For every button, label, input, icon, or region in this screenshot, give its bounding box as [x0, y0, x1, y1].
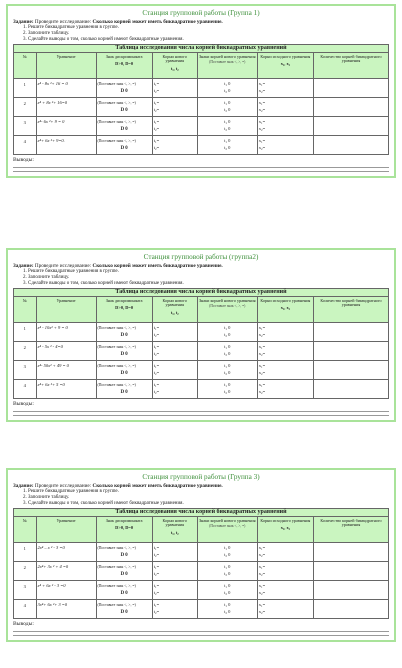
new-roots-cell[interactable]: t₁= t₂=	[152, 561, 197, 580]
table-caption: Таблица исследования числа корней биквадратных уравнений	[14, 288, 389, 296]
row-number: 3	[14, 116, 37, 135]
row-number: 4	[14, 135, 37, 154]
task-text: Задание: Проведите исследование: Сколько корней может иметь биквадратное уравнение.	[13, 19, 223, 25]
discriminant-cell[interactable]: (Поставьте знак <, >, =) D 0	[96, 561, 152, 580]
new-roots-sign-cell[interactable]: t₁ 0 t₂ 0	[197, 379, 257, 398]
header-original-roots: Корни исходного уравнения x₁, x₂	[257, 516, 313, 542]
table-row	[14, 341, 389, 360]
research-table	[13, 508, 389, 619]
row-number: 4	[14, 379, 37, 398]
discriminant-cell[interactable]: (Поставьте знак <, >, =) D 0	[96, 322, 152, 341]
table-row	[14, 116, 389, 135]
table-row	[14, 97, 389, 116]
original-roots-cell[interactable]: x₁= x₂=	[257, 542, 313, 561]
original-roots-cell[interactable]: x₁= x₂=	[257, 561, 313, 580]
row-number: 1	[14, 542, 37, 561]
discriminant-cell[interactable]: (Поставьте знак <, >, =) D 0	[96, 78, 152, 97]
header-new-signs: Знаки корней нового уравнения (Поставьте знак <, >, =)	[197, 516, 257, 542]
original-roots-cell[interactable]: x₁= x₂=	[257, 116, 313, 135]
step-item: 2. Заполните таблицу.	[23, 495, 70, 500]
root-count-cell[interactable]	[314, 78, 389, 97]
new-roots-cell[interactable]: t₁= t₂=	[152, 542, 197, 561]
root-count-cell[interactable]	[314, 97, 389, 116]
header-equation: Уравнение	[36, 296, 96, 322]
original-roots-cell[interactable]: x₁= x₂=	[257, 341, 313, 360]
original-roots-cell[interactable]: x₁= x₂=	[257, 135, 313, 154]
equation-cell: x⁴ - 5x ² - 4=0	[36, 341, 96, 360]
original-roots-cell[interactable]: x₁= x₂=	[257, 78, 313, 97]
root-count-cell[interactable]	[314, 379, 389, 398]
root-count-cell[interactable]	[314, 116, 389, 135]
root-count-cell[interactable]	[314, 599, 389, 618]
conclusion-label: Выводы:	[13, 156, 34, 163]
answer-line[interactable]	[13, 412, 389, 416]
table-row	[14, 78, 389, 97]
table-row	[14, 599, 389, 618]
row-number: 2	[14, 341, 37, 360]
step-item: 1. Решите биквадратные уравнения в группе.	[23, 25, 119, 31]
header-new-signs: Знаки корней нового уравнения (Поставьте знак <, >, =)	[197, 296, 257, 322]
new-roots-cell[interactable]: t₁= t₂=	[152, 322, 197, 341]
table-header	[14, 516, 389, 542]
step-item: 3. Сделайте выводы о том, сколько корней имеют биквадратные уравнения.	[23, 36, 184, 42]
new-roots-sign-cell[interactable]: t₁ 0 t₂ 0	[197, 580, 257, 599]
task-steps	[13, 25, 389, 42]
row-number: 3	[14, 580, 37, 599]
original-roots-cell[interactable]: x₁= x₂=	[257, 322, 313, 341]
header-new-roots: Корни нового уравнения t₁, t₂	[152, 52, 197, 78]
row-number: 3	[14, 360, 37, 379]
new-roots-sign-cell[interactable]: t₁ 0 t₂ 0	[197, 97, 257, 116]
table-caption: Таблица исследования числа корней биквадратных уравнений	[14, 508, 389, 516]
equation-cell: 2x⁴ – x ² - 3 =0	[36, 542, 96, 561]
task-text: Задание: Проведите исследование: Сколько корней может иметь биквадратное уравнение.	[13, 263, 223, 269]
discriminant-cell[interactable]: (Поставьте знак <, >, =) D 0	[96, 341, 152, 360]
task-text: Задание: Проведите исследование: Сколько корней может иметь биквадратное уравнение.	[13, 483, 223, 489]
new-roots-sign-cell[interactable]: t₁ 0 t₂ 0	[197, 78, 257, 97]
research-table	[13, 44, 389, 155]
new-roots-sign-cell[interactable]: t₁ 0 t₂ 0	[197, 135, 257, 154]
table-header	[14, 52, 389, 78]
new-roots-sign-cell[interactable]: t₁ 0 t₂ 0	[197, 360, 257, 379]
original-roots-cell[interactable]: x₁= x₂=	[257, 379, 313, 398]
header-equation: Уравнение	[36, 52, 96, 78]
row-number: 4	[14, 599, 37, 618]
header-discriminant: Знак дискриминанта D>0, D=0	[96, 52, 152, 78]
header-num: №	[14, 52, 37, 78]
root-count-cell[interactable]	[314, 580, 389, 599]
discriminant-cell[interactable]: (Поставьте знак <, >, =) D 0	[96, 97, 152, 116]
original-roots-cell[interactable]: x₁= x₂=	[257, 580, 313, 599]
discriminant-cell[interactable]: (Поставьте знак <, >, =) D 0	[96, 542, 152, 561]
header-new-signs: Знаки корней нового уравнения (Поставьте знак <, >, =)	[197, 52, 257, 78]
table-row	[14, 379, 389, 398]
header-root-count: Количество корней биквадратного уравнения	[314, 296, 389, 322]
original-roots-cell[interactable]: x₁= x₂=	[257, 599, 313, 618]
discriminant-cell[interactable]: (Поставьте знак <, >, =) D 0	[96, 135, 152, 154]
root-count-cell[interactable]	[314, 322, 389, 341]
step-item: 3. Сделайте выводы о том, сколько корней имеют биквадратные уравнения.	[23, 500, 184, 506]
equation-cell: x⁴- 6x ²+ 9 = 0	[36, 116, 96, 135]
table-row	[14, 360, 389, 379]
root-count-cell[interactable]	[314, 561, 389, 580]
table-row	[14, 322, 389, 341]
new-roots-cell[interactable]: t₁= t₂=	[152, 78, 197, 97]
step-item: 1. Решите биквадратные уравнения в группе.	[23, 489, 119, 495]
new-roots-cell[interactable]: t₁= t₂=	[152, 599, 197, 618]
root-count-cell[interactable]	[314, 360, 389, 379]
new-roots-sign-cell[interactable]: t₁ 0 t₂ 0	[197, 116, 257, 135]
header-num: №	[14, 296, 37, 322]
new-roots-cell[interactable]: t₁= t₂=	[152, 360, 197, 379]
table-row	[14, 542, 389, 561]
equation-cell: x⁴ + 6x ² - 3 =0	[36, 580, 96, 599]
equation-cell: x⁴ - 8x ²+ 16 = 0	[36, 78, 96, 97]
answer-line[interactable]	[13, 168, 389, 172]
root-count-cell[interactable]	[314, 341, 389, 360]
new-roots-sign-cell[interactable]: t₁ 0 t₂ 0	[197, 341, 257, 360]
task-steps	[13, 269, 389, 286]
table-row	[14, 580, 389, 599]
new-roots-cell[interactable]: t₁= t₂=	[152, 580, 197, 599]
worksheet-title: Станция групповой работы (Группа 1)	[142, 9, 260, 17]
header-discriminant: Знак дискриминанта D>0, D=0	[96, 516, 152, 542]
new-roots-cell[interactable]: t₁= t₂=	[152, 116, 197, 135]
worksheet-title: Станция групповой работы (группа2)	[143, 253, 259, 261]
table-row	[14, 561, 389, 580]
header-equation: Уравнение	[36, 516, 96, 542]
new-roots-cell[interactable]: t₁= t₂=	[152, 341, 197, 360]
original-roots-cell[interactable]: x₁= x₂=	[257, 97, 313, 116]
equation-cell: 2x⁴+ 3x ² + 4 =0	[36, 561, 96, 580]
row-number: 2	[14, 561, 37, 580]
discriminant-cell[interactable]: (Поставьте знак <, >, =) D 0	[96, 360, 152, 379]
conclusion-label: Выводы:	[13, 400, 34, 407]
header-root-count: Количество корней биквадратного уравнения	[314, 516, 389, 542]
table-row	[14, 135, 389, 154]
discriminant-cell[interactable]: (Поставьте знак <, >, =) D 0	[96, 116, 152, 135]
step-item: 1. Решите биквадратные уравнения в группе.	[23, 269, 119, 275]
new-roots-sign-cell[interactable]: t₁ 0 t₂ 0	[197, 561, 257, 580]
header-root-count: Количество корней биквадратного уравнения	[314, 52, 389, 78]
header-original-roots: Корни исходного уравнения x₁, x₂	[257, 296, 313, 322]
original-roots-cell[interactable]: x₁= x₂=	[257, 360, 313, 379]
header-num: №	[14, 516, 37, 542]
step-item: 2. Заполните таблицу.	[23, 275, 70, 280]
equation-cell: x⁴ - 10x² + 9 = 0	[36, 322, 96, 341]
row-number: 1	[14, 78, 37, 97]
header-discriminant: Знак дискриминанта D>0, D=0	[96, 296, 152, 322]
step-item: 3. Сделайте выводы о том, сколько корней имеют биквадратные уравнения.	[23, 280, 184, 286]
header-original-roots: Корни исходного уравнения x₁, x₂	[257, 52, 313, 78]
root-count-cell[interactable]	[314, 135, 389, 154]
worksheet-title: Станция групповой работы (Группа 3)	[142, 473, 260, 481]
root-count-cell[interactable]	[314, 542, 389, 561]
equation-cell: x⁴- 50x² + 49 = 0	[36, 360, 96, 379]
discriminant-cell[interactable]: (Поставьте знак <, >, =) D 0	[96, 599, 152, 618]
header-new-roots: Корни нового уравнения t₁, t₂	[152, 516, 197, 542]
step-item: 2. Заполните таблицу.	[23, 31, 70, 36]
equation-cell: x⁴ + 8x ²+ 16=0	[36, 97, 96, 116]
table-caption: Таблица исследования числа корней биквадратных уравнений	[14, 44, 389, 52]
header-new-roots: Корни нового уравнения t₁, t₂	[152, 296, 197, 322]
research-table	[13, 288, 389, 399]
new-roots-cell[interactable]: t₁= t₂=	[152, 135, 197, 154]
table-header	[14, 296, 389, 322]
row-number: 1	[14, 322, 37, 341]
equation-cell: 3x⁴+ 6x ²+ 3 =0	[36, 599, 96, 618]
new-roots-sign-cell[interactable]: t₁ 0 t₂ 0	[197, 542, 257, 561]
discriminant-cell[interactable]: (Поставьте знак <, >, =) D 0	[96, 379, 152, 398]
worksheet-card	[6, 468, 396, 642]
discriminant-cell[interactable]: (Поставьте знак <, >, =) D 0	[96, 580, 152, 599]
row-number: 2	[14, 97, 37, 116]
new-roots-sign-cell[interactable]: t₁ 0 t₂ 0	[197, 599, 257, 618]
worksheet-card	[6, 4, 396, 178]
new-roots-sign-cell[interactable]: t₁ 0 t₂ 0	[197, 322, 257, 341]
equation-cell: x⁴+ 6x ²+ 9=0.	[36, 135, 96, 154]
new-roots-cell[interactable]: t₁= t₂=	[152, 97, 197, 116]
task-steps	[13, 489, 389, 506]
new-roots-cell[interactable]: t₁= t₂=	[152, 379, 197, 398]
worksheet-card	[6, 248, 396, 422]
equation-cell: x⁴+ 6x ²+ 5 =0	[36, 379, 96, 398]
answer-line[interactable]	[13, 632, 389, 636]
conclusion-label: Выводы:	[13, 620, 34, 627]
